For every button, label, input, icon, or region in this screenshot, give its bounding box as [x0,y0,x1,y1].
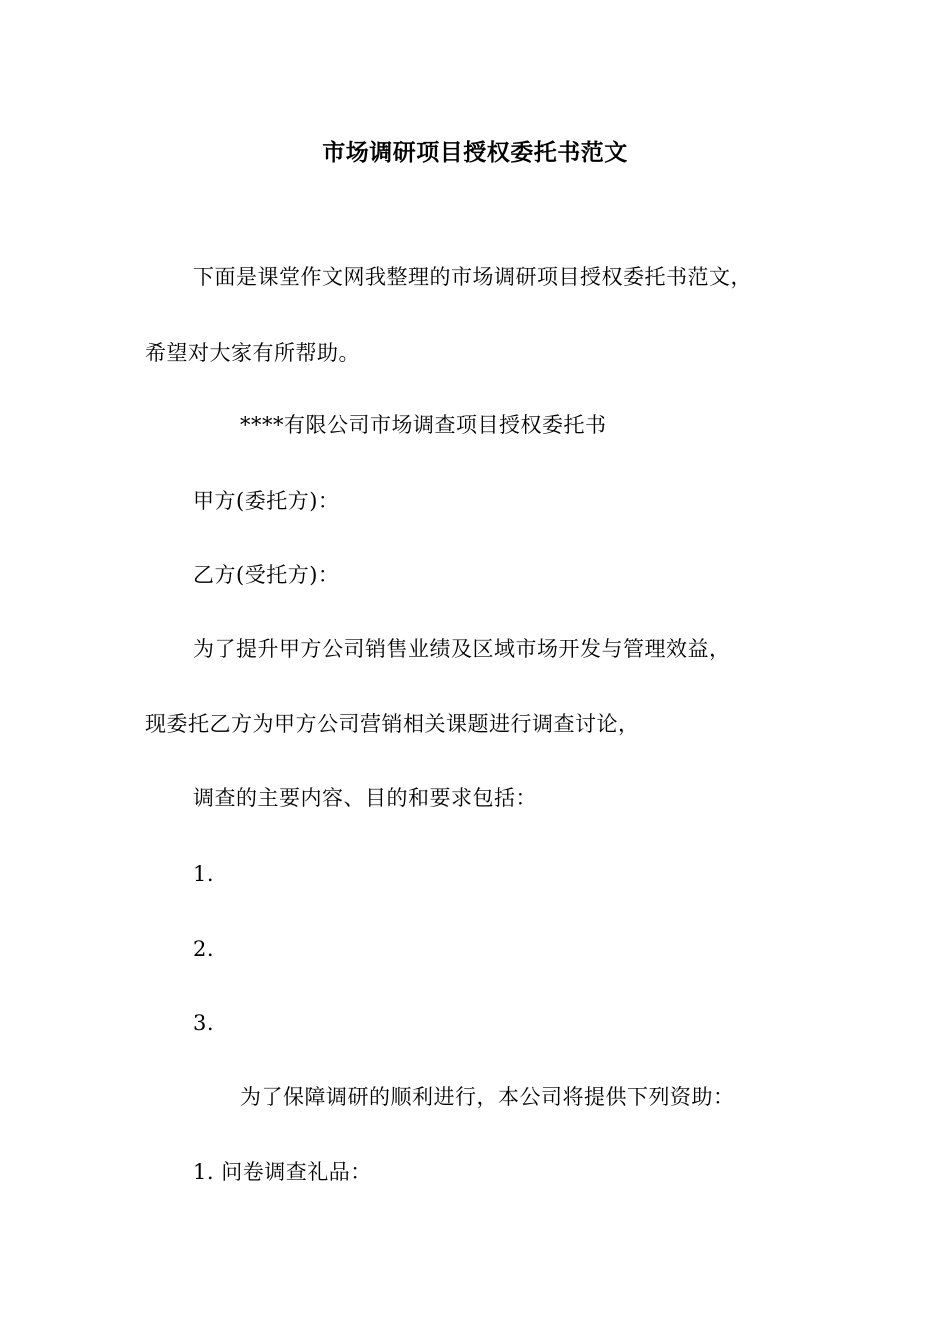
list-item: 3. [193,1011,215,1035]
purpose-paragraph-line-1: 为了提升甲方公司销售业绩及区域市场开发与管理效益， [193,637,731,661]
intro-paragraph-line-2: 希望对大家有所帮助。 [145,341,360,365]
party-b-label: 乙方(受托方)： [193,563,340,587]
list-item: 2. [193,937,215,961]
list-item: 1. [193,862,215,886]
intro-paragraph-line-1: 下面是课堂作文网我整理的市场调研项目授权委托书范文， [193,265,752,289]
support-item: 1. 问卷调查礼品： [193,1160,372,1184]
authorization-heading: ****有限公司市场调查项目授权委托书 [240,413,607,437]
content-intro: 调查的主要内容、目的和要求包括： [193,786,537,810]
document-title: 市场调研项目授权委托书范文 [322,139,628,166]
support-intro: 为了保障调研的顺利进行，本公司将提供下列资助： [240,1085,735,1109]
party-a-label: 甲方(委托方)： [193,489,340,513]
purpose-paragraph-line-2: 现委托乙方为甲方公司营销相关课题进行调查讨论， [145,712,640,736]
